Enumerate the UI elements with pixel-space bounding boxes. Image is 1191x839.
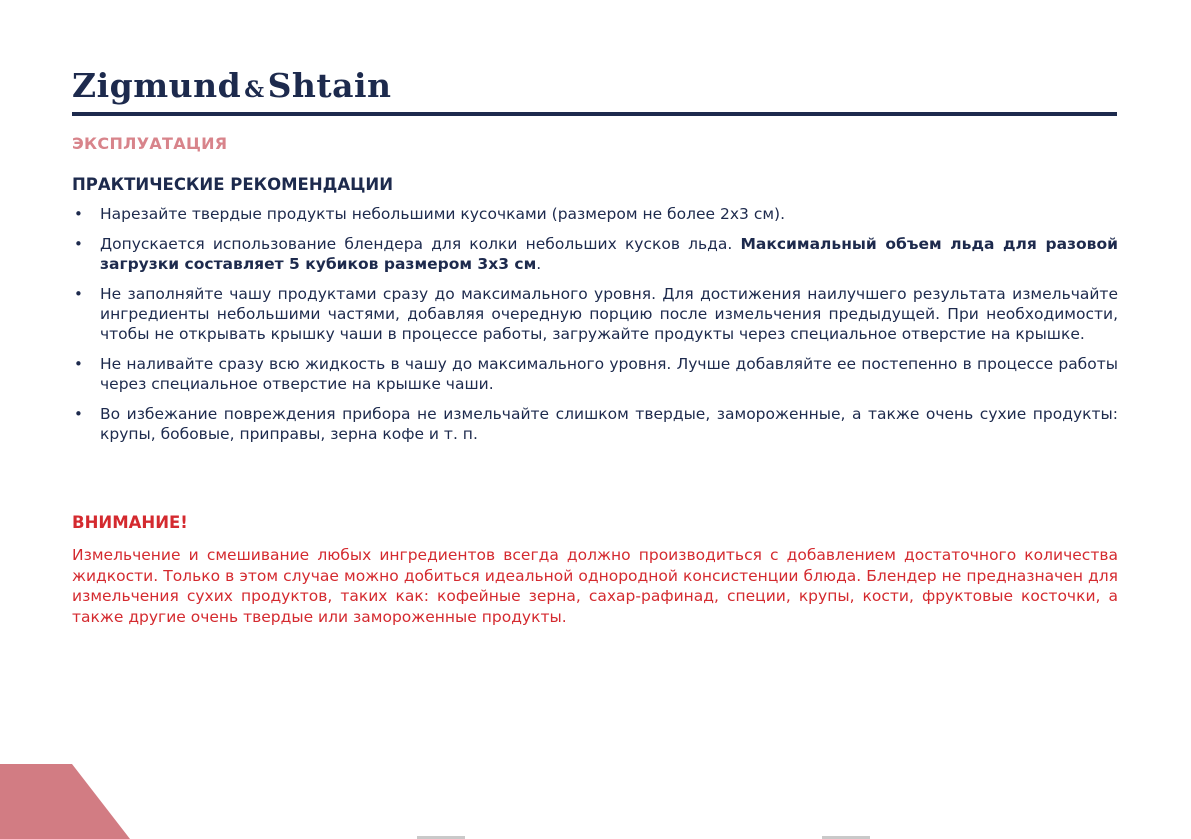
warning-title: ВНИМАНИЕ! (72, 513, 188, 532)
brand-name-left: Zigmund (72, 66, 242, 105)
brand-name-right: Shtain (267, 66, 392, 105)
list-item (72, 354, 1118, 394)
section-title: ЭКСПЛУАТАЦИЯ (72, 134, 228, 153)
list-item-emphasis: Максимальный объем льда для разовой загрузки составляет 5 кубиков размером 3х3 см (100, 235, 1118, 273)
bullet-icon: • (74, 285, 83, 303)
list-item (72, 404, 1118, 444)
list-item-text: Нарезайте твердые продукты небольшими кусочками (размером не более 2х3 см). (100, 205, 786, 223)
bullet-icon: • (74, 235, 83, 253)
brand-logo (72, 66, 392, 110)
list-item (72, 204, 1118, 224)
list-item-text: Не заполняйте чашу продуктами сразу до максимального уровня. Для достижения наилучшего результата измельчайте ингредиенты небольшими частями, добавляя очередную порцию после измельчения предыдущей. При необходимости, чтобы не открывать крышку чаши в процессе работы, загружайте продукты через специальное отверстие на крышке. (100, 285, 1118, 343)
header-divider (72, 112, 1117, 116)
bullet-icon: • (74, 355, 83, 373)
warning-text: Измельчение и смешивание любых ингредиентов всегда должно производиться с добавлением достаточного количества жидкости. Только в этом случае можно добиться идеальной однородной консистенции блюда. Блендер не предназначен для измельчения сухих продуктов, таких как: кофейные зерна, сахар-рафинад, специи, крупы, кости, фруктовые косточки, а также другие очень твердые или замороженные продукты. (72, 546, 1118, 626)
recommendations-heading: ПРАКТИЧЕСКИЕ РЕКОМЕНДАЦИИ (72, 175, 394, 194)
list-item-text: Не наливайте сразу всю жидкость в чашу до максимального уровня. Лучше добавляйте ее постепенно в процессе работы через специальное отверстие на крышке чаши. (100, 355, 1118, 393)
list-item (72, 284, 1118, 344)
recommendations-list (72, 204, 1118, 454)
corner-decoration (0, 764, 135, 839)
bullet-icon: • (74, 405, 83, 423)
list-item-text: Во избежание повреждения прибора не измельчайте слишком твердые, замороженные, а также очень сухие продукты: крупы, бобовые, приправы, зерна кофе и т. п. (100, 405, 1118, 443)
brand-ampersand: & (244, 77, 265, 103)
bullet-icon: • (74, 205, 83, 223)
list-item-text: Допускается использование блендера для колки небольших кусков льда. (100, 235, 741, 253)
list-item (72, 234, 1118, 274)
list-item-tail: . (536, 255, 542, 273)
